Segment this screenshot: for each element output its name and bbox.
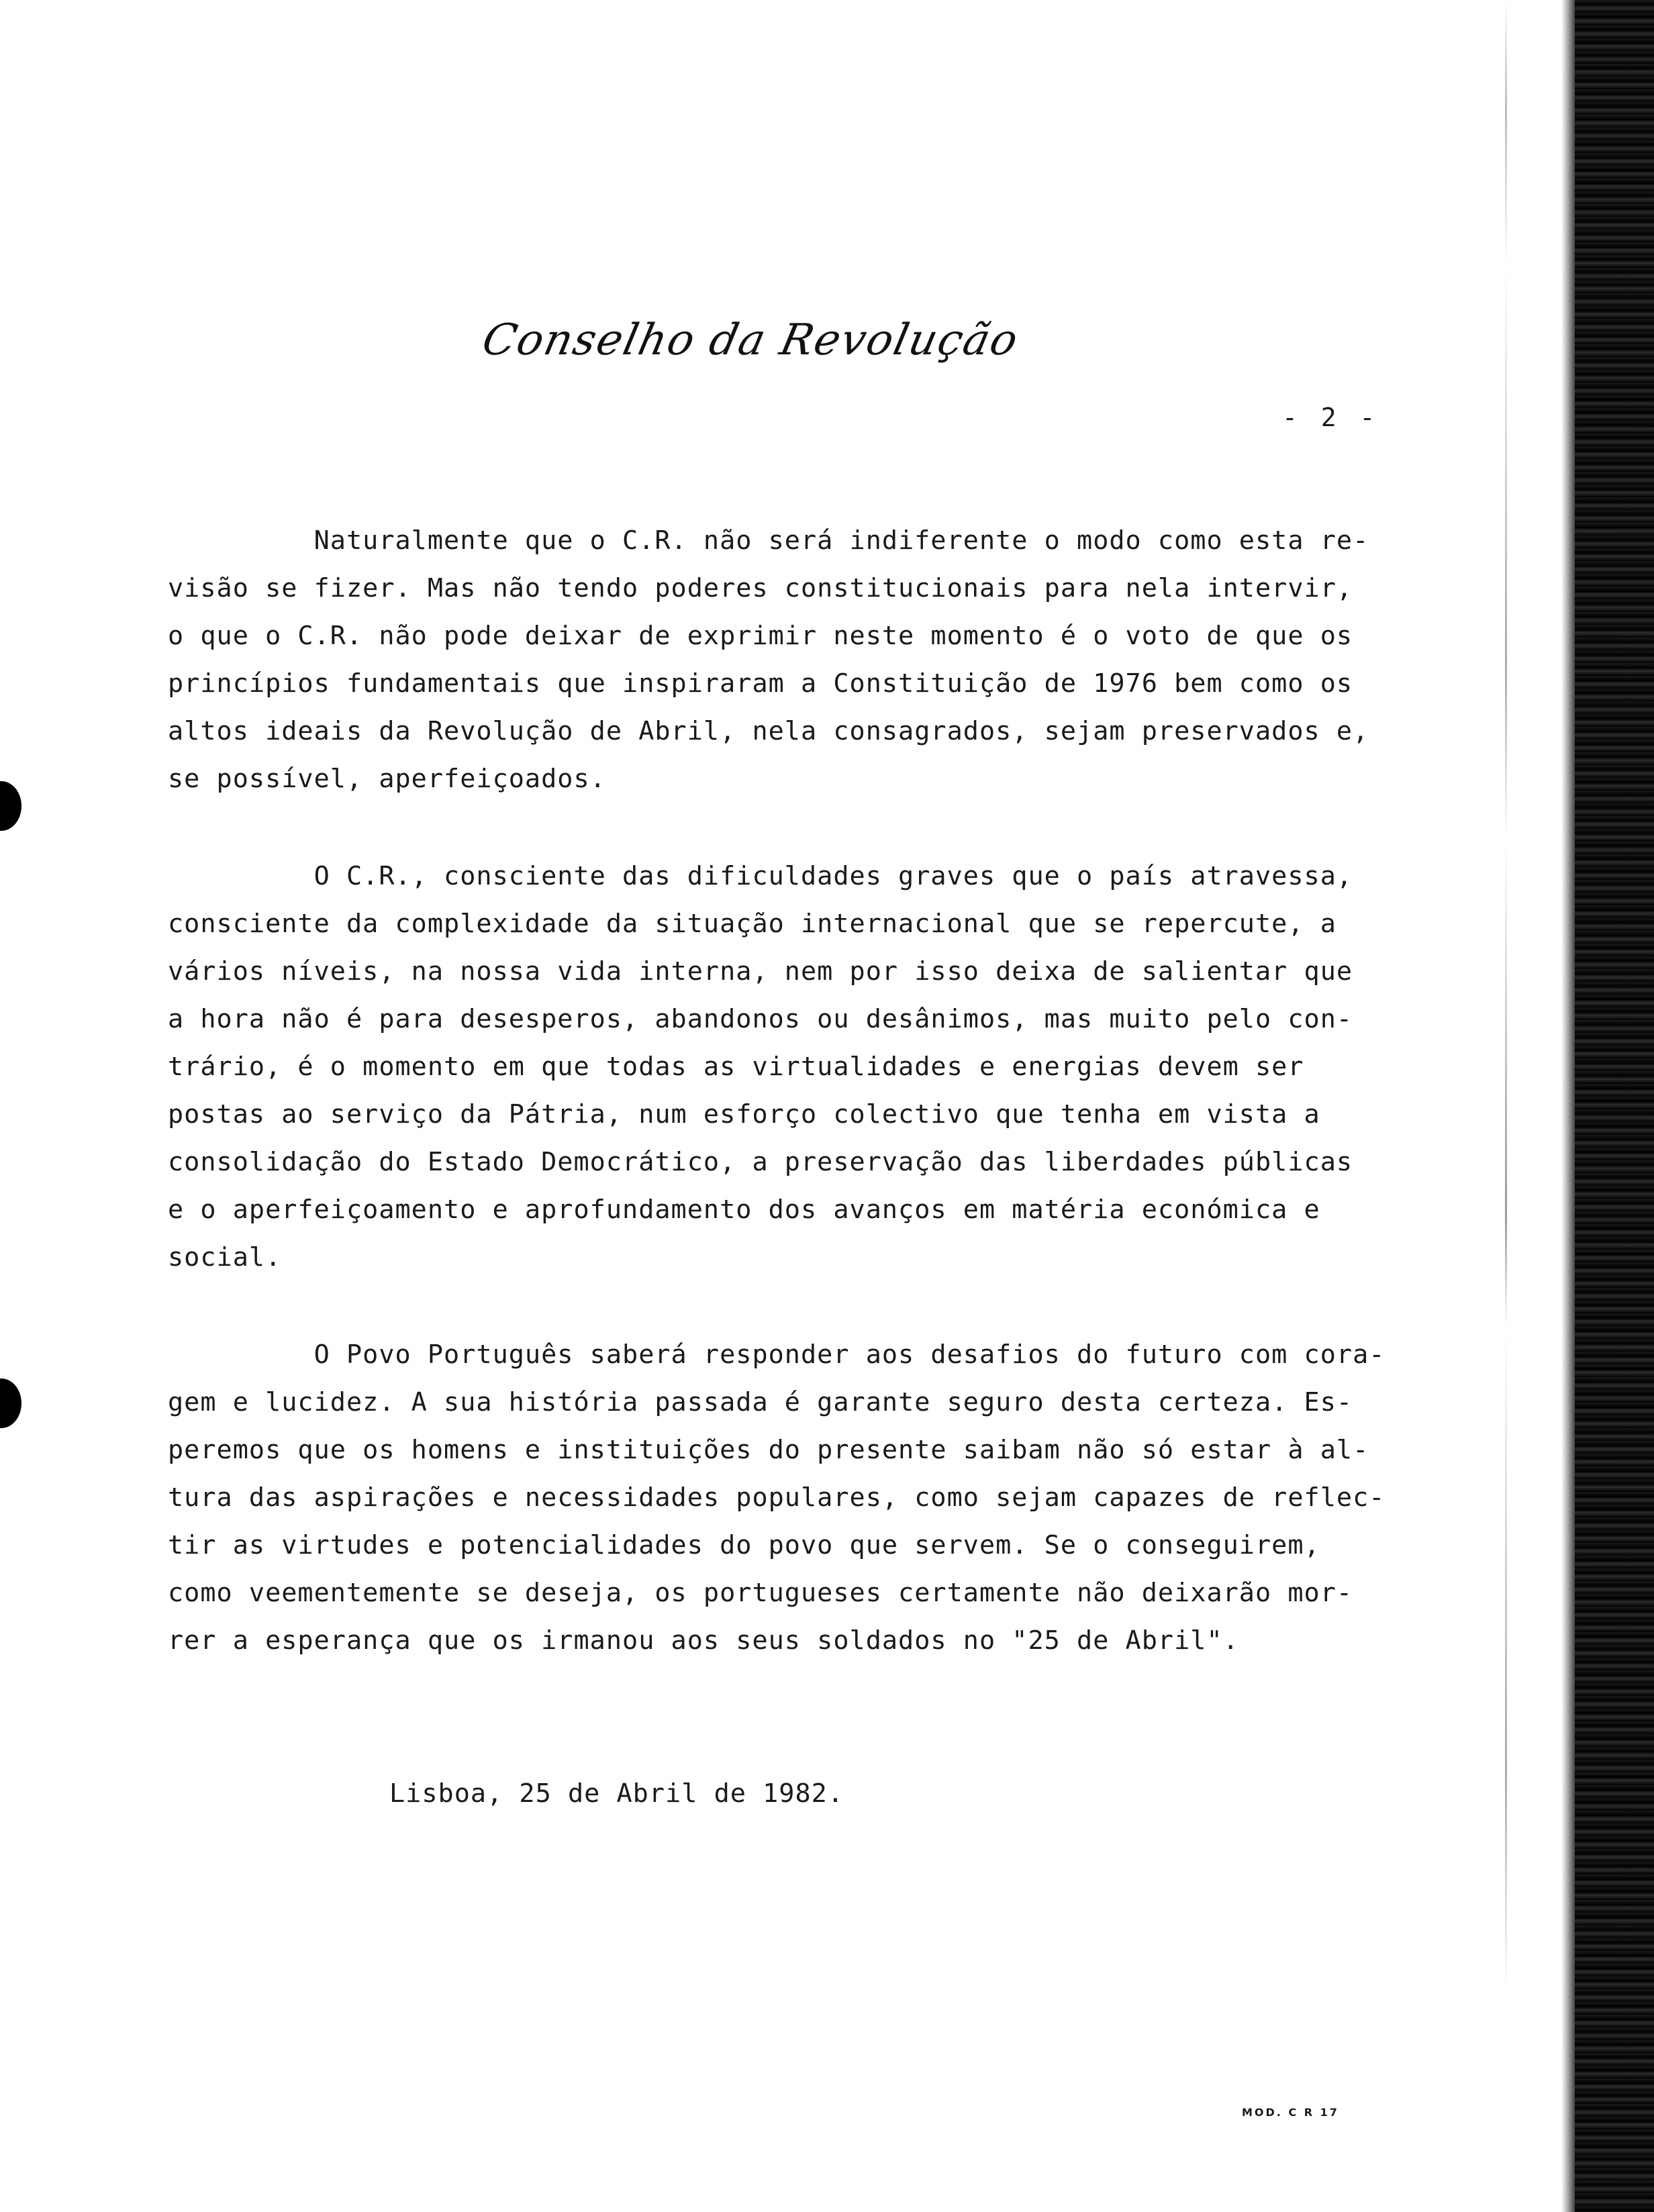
text-line: O C.R., consciente das dificuldades graves que o país atravessa,	[168, 861, 1353, 891]
text-line: social.	[168, 1242, 282, 1272]
text-line: peremos que os homens e instituições do presente saibam não só estar à al-	[168, 1435, 1369, 1465]
text-line: gem e lucidez. A sua história passada é garante seguro desta certeza. Es-	[168, 1387, 1353, 1417]
text-line: e o aperfeiçoamento e aprofundamento dos avanços em matéria económica e	[168, 1195, 1320, 1225]
text-line: a hora não é para desesperos, abandonos ou desânimos, mas muito pelo con-	[168, 1004, 1353, 1034]
text-line: o que o C.R. não pode deixar de exprimir neste momento é o voto de que os	[168, 621, 1353, 651]
text-line: consolidação do Estado Democrático, a preservação das liberdades públicas	[168, 1147, 1353, 1177]
punch-hole-upper	[0, 781, 21, 831]
text-line: tura das aspirações e necessidades populares, como sejam capazes de reflec-	[168, 1482, 1385, 1513]
text-line: como veementemente se deseja, os portugueses certamente não deixarão mor-	[168, 1578, 1353, 1608]
text-line: visão se fizer. Mas não tendo poderes constitucionais para nela intervir,	[168, 573, 1353, 603]
form-code: MOD. C R 17	[1242, 2106, 1339, 2119]
page-number: - 2 -	[1282, 403, 1379, 432]
punch-hole-lower	[0, 1378, 21, 1428]
paragraph-3	[168, 1331, 1437, 1664]
text-line: princípios fundamentais que inspiraram a Constituição de 1976 bem como os	[168, 668, 1353, 699]
text-line: consciente da complexidade da situação internacional que se repercute, a	[168, 909, 1336, 939]
text-line: se possível, aperfeiçoados.	[168, 764, 606, 794]
letterhead-title: Conselho da Revolução	[478, 315, 1024, 365]
text-line: altos ideais da Revolução de Abril, nela consagrados, sejam preservados e,	[168, 716, 1369, 746]
scan-binding-edge	[1575, 0, 1654, 2212]
paragraph-1	[168, 517, 1437, 803]
text-line: trário, é o momento em que todas as virtualidades e energias devem ser	[168, 1052, 1304, 1082]
text-line: vários níveis, na nossa vida interna, nem por isso deixa de salientar que	[168, 956, 1353, 987]
text-line: tir as virtudes e potencialidades do povo que servem. Se o conseguirem,	[168, 1530, 1320, 1560]
text-line: O Povo Português saberá responder aos desafios do futuro com cora-	[168, 1340, 1385, 1370]
text-line: Naturalmente que o C.R. não será indiferente o modo como esta re-	[168, 525, 1369, 556]
closing-place-date: Lisboa, 25 de Abril de 1982.	[389, 1778, 844, 1809]
scan-fold-line	[1505, 0, 1507, 2212]
letter-body	[168, 517, 1437, 1714]
paragraph-2	[168, 852, 1437, 1281]
text-line: postas ao serviço da Pátria, num esforço colectivo que tenha em vista a	[168, 1099, 1320, 1129]
text-line: rer a esperança que os irmanou aos seus soldados no "25 de Abril".	[168, 1625, 1239, 1656]
